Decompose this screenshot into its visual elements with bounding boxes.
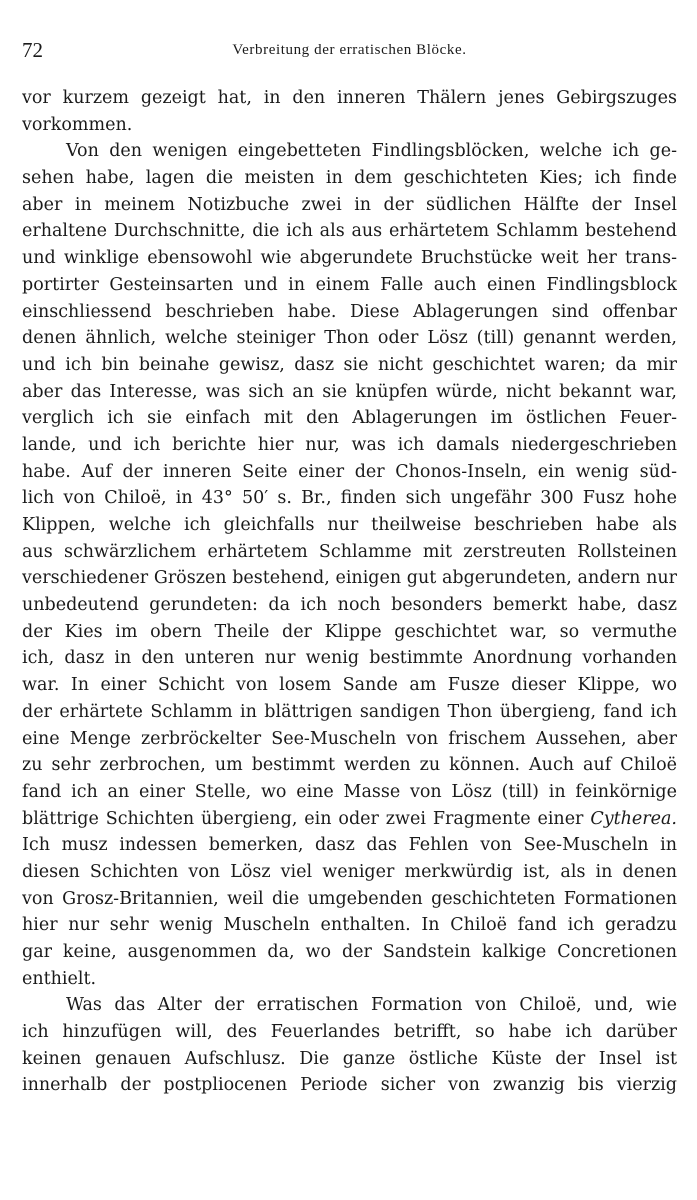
text-line: keinen genauen Aufschlusz. Die ganze östliche Küste der Insel ist <box>22 1048 677 1069</box>
text-line: und ich bin beinahe gewisz, dasz sie nicht geschichtet waren; da mir <box>22 354 677 375</box>
text-line: der erhärtete Schlamm in blättrigen sandigen Thon übergieng, fand ich <box>22 701 677 722</box>
text-line: ich, dasz in den unteren nur wenig bestimmte Anordnung vorhanden <box>22 648 677 669</box>
text-line: verschiedener Gröszen bestehend, einigen gut abgerundeten, andern nur <box>22 568 677 589</box>
text-line-with-italic <box>22 806 677 833</box>
text-line: der Kies im obern Theile der Klippe geschichtet war, so vermuthe <box>22 621 677 642</box>
text-line: Ich musz indessen bemerken, dasz das Fehlen von See-Muscheln in <box>22 835 677 856</box>
body-text <box>22 85 677 1099</box>
text-line: lich von Chiloë, in 43° 50′ s. Br., finden sich ungefähr 300 Fusz hohe <box>22 488 677 509</box>
text-line: gar keine, ausgenommen da, wo der Sandstein kalkige Concretionen <box>22 942 677 962</box>
text-line: fand ich an einer Stelle, wo eine Masse von Lösz (till) in feinkörnige <box>22 781 677 802</box>
page-header <box>22 38 677 62</box>
text-line: und winklige ebensowohl wie abgerundete Bruchstücke weit her trans- <box>22 248 677 269</box>
page-number: 72 <box>22 38 43 62</box>
text-line: eine Menge zerbröckelter See-Muscheln von frischem Aussehen, aber <box>22 728 677 749</box>
text-line: verglich ich sie einfach mit den Ablagerungen im östlichen Feuer- <box>22 408 677 429</box>
text-line: ich hinzufügen will, des Feuerlandes betrifft, so habe ich darüber <box>22 1022 677 1043</box>
text-line: sehen habe, lagen die meisten in dem geschichteten Kies; ich finde <box>22 168 677 189</box>
text-line: zu sehr zerbrochen, um bestimmt werden zu können. Auch auf Chiloë <box>22 755 677 776</box>
text-line: vorkommen. <box>22 114 133 135</box>
text-line: denen ähnlich, welche steiniger Thon oder Lösz (till) genannt werden, <box>22 328 677 349</box>
text-line: diesen Schichten von Lösz viel weniger merkwürdig ist, als in denen <box>22 861 677 882</box>
text-line: war. In einer Schicht von losem Sande am Fusze dieser Klippe, wo <box>22 675 677 696</box>
text-line: von Grosz-Britannien, weil die umgebenden geschichteten Formationen <box>22 888 677 909</box>
text-line: einschliessend beschrieben habe. Diese Ablagerungen sind offenbar <box>22 301 677 322</box>
text-line: unbedeutend gerundeten: da ich noch besonders bemerkt habe, dasz <box>22 595 677 616</box>
text-line: vor kurzem gezeigt hat, in den inneren Thälern jenes Gebirgszuges <box>22 88 677 108</box>
text-line: aber das Interesse, was sich an sie knüpfen würde, nicht bekannt war, <box>22 381 677 402</box>
text-line: Klippen, welche ich gleichfalls nur theilweise beschrieben habe als <box>22 515 677 535</box>
text-line: aber in meinem Notizbuche zwei in der südlichen Hälfte der Insel <box>22 194 677 215</box>
italic-taxon-name: Cytherea. <box>590 808 677 829</box>
text-line: hier nur sehr wenig Muscheln enthalten. In Chiloë fand ich geradzu <box>22 915 677 936</box>
text-line: innerhalb der postpliocenen Periode sicher von zwanzig bis vierzig <box>22 1075 677 1096</box>
text-line: erhaltene Durchschnitte, die ich als aus erhärtetem Schlamm bestehend <box>22 221 677 242</box>
text-line: habe. Auf der inneren Seite einer der Chonos-Inseln, ein wenig süd- <box>22 461 677 482</box>
text-line: lande, und ich berichte hier nur, was ich damals niedergeschrieben <box>22 434 677 455</box>
running-head: Verbreitung der erratischen Blöcke. <box>232 42 467 58</box>
paragraph-start-line: Was das Alter der erratischen Formation von Chiloë, und, wie <box>66 995 677 1016</box>
text-segment: blättrige Schichten übergieng, ein oder zwei Fragmente einer <box>22 808 584 829</box>
text-line: enthielt. <box>22 968 97 989</box>
text-line: aus schwärzlichem erhärtetem Schlamme mit zerstreuten Rollsteinen <box>22 541 677 562</box>
paragraph-start-line: Von den wenigen eingebetteten Findlingsblöcken, welche ich ge- <box>66 141 677 162</box>
text-line: portirter Gesteinsarten und in einem Falle auch einen Findlingsblock <box>22 274 677 295</box>
